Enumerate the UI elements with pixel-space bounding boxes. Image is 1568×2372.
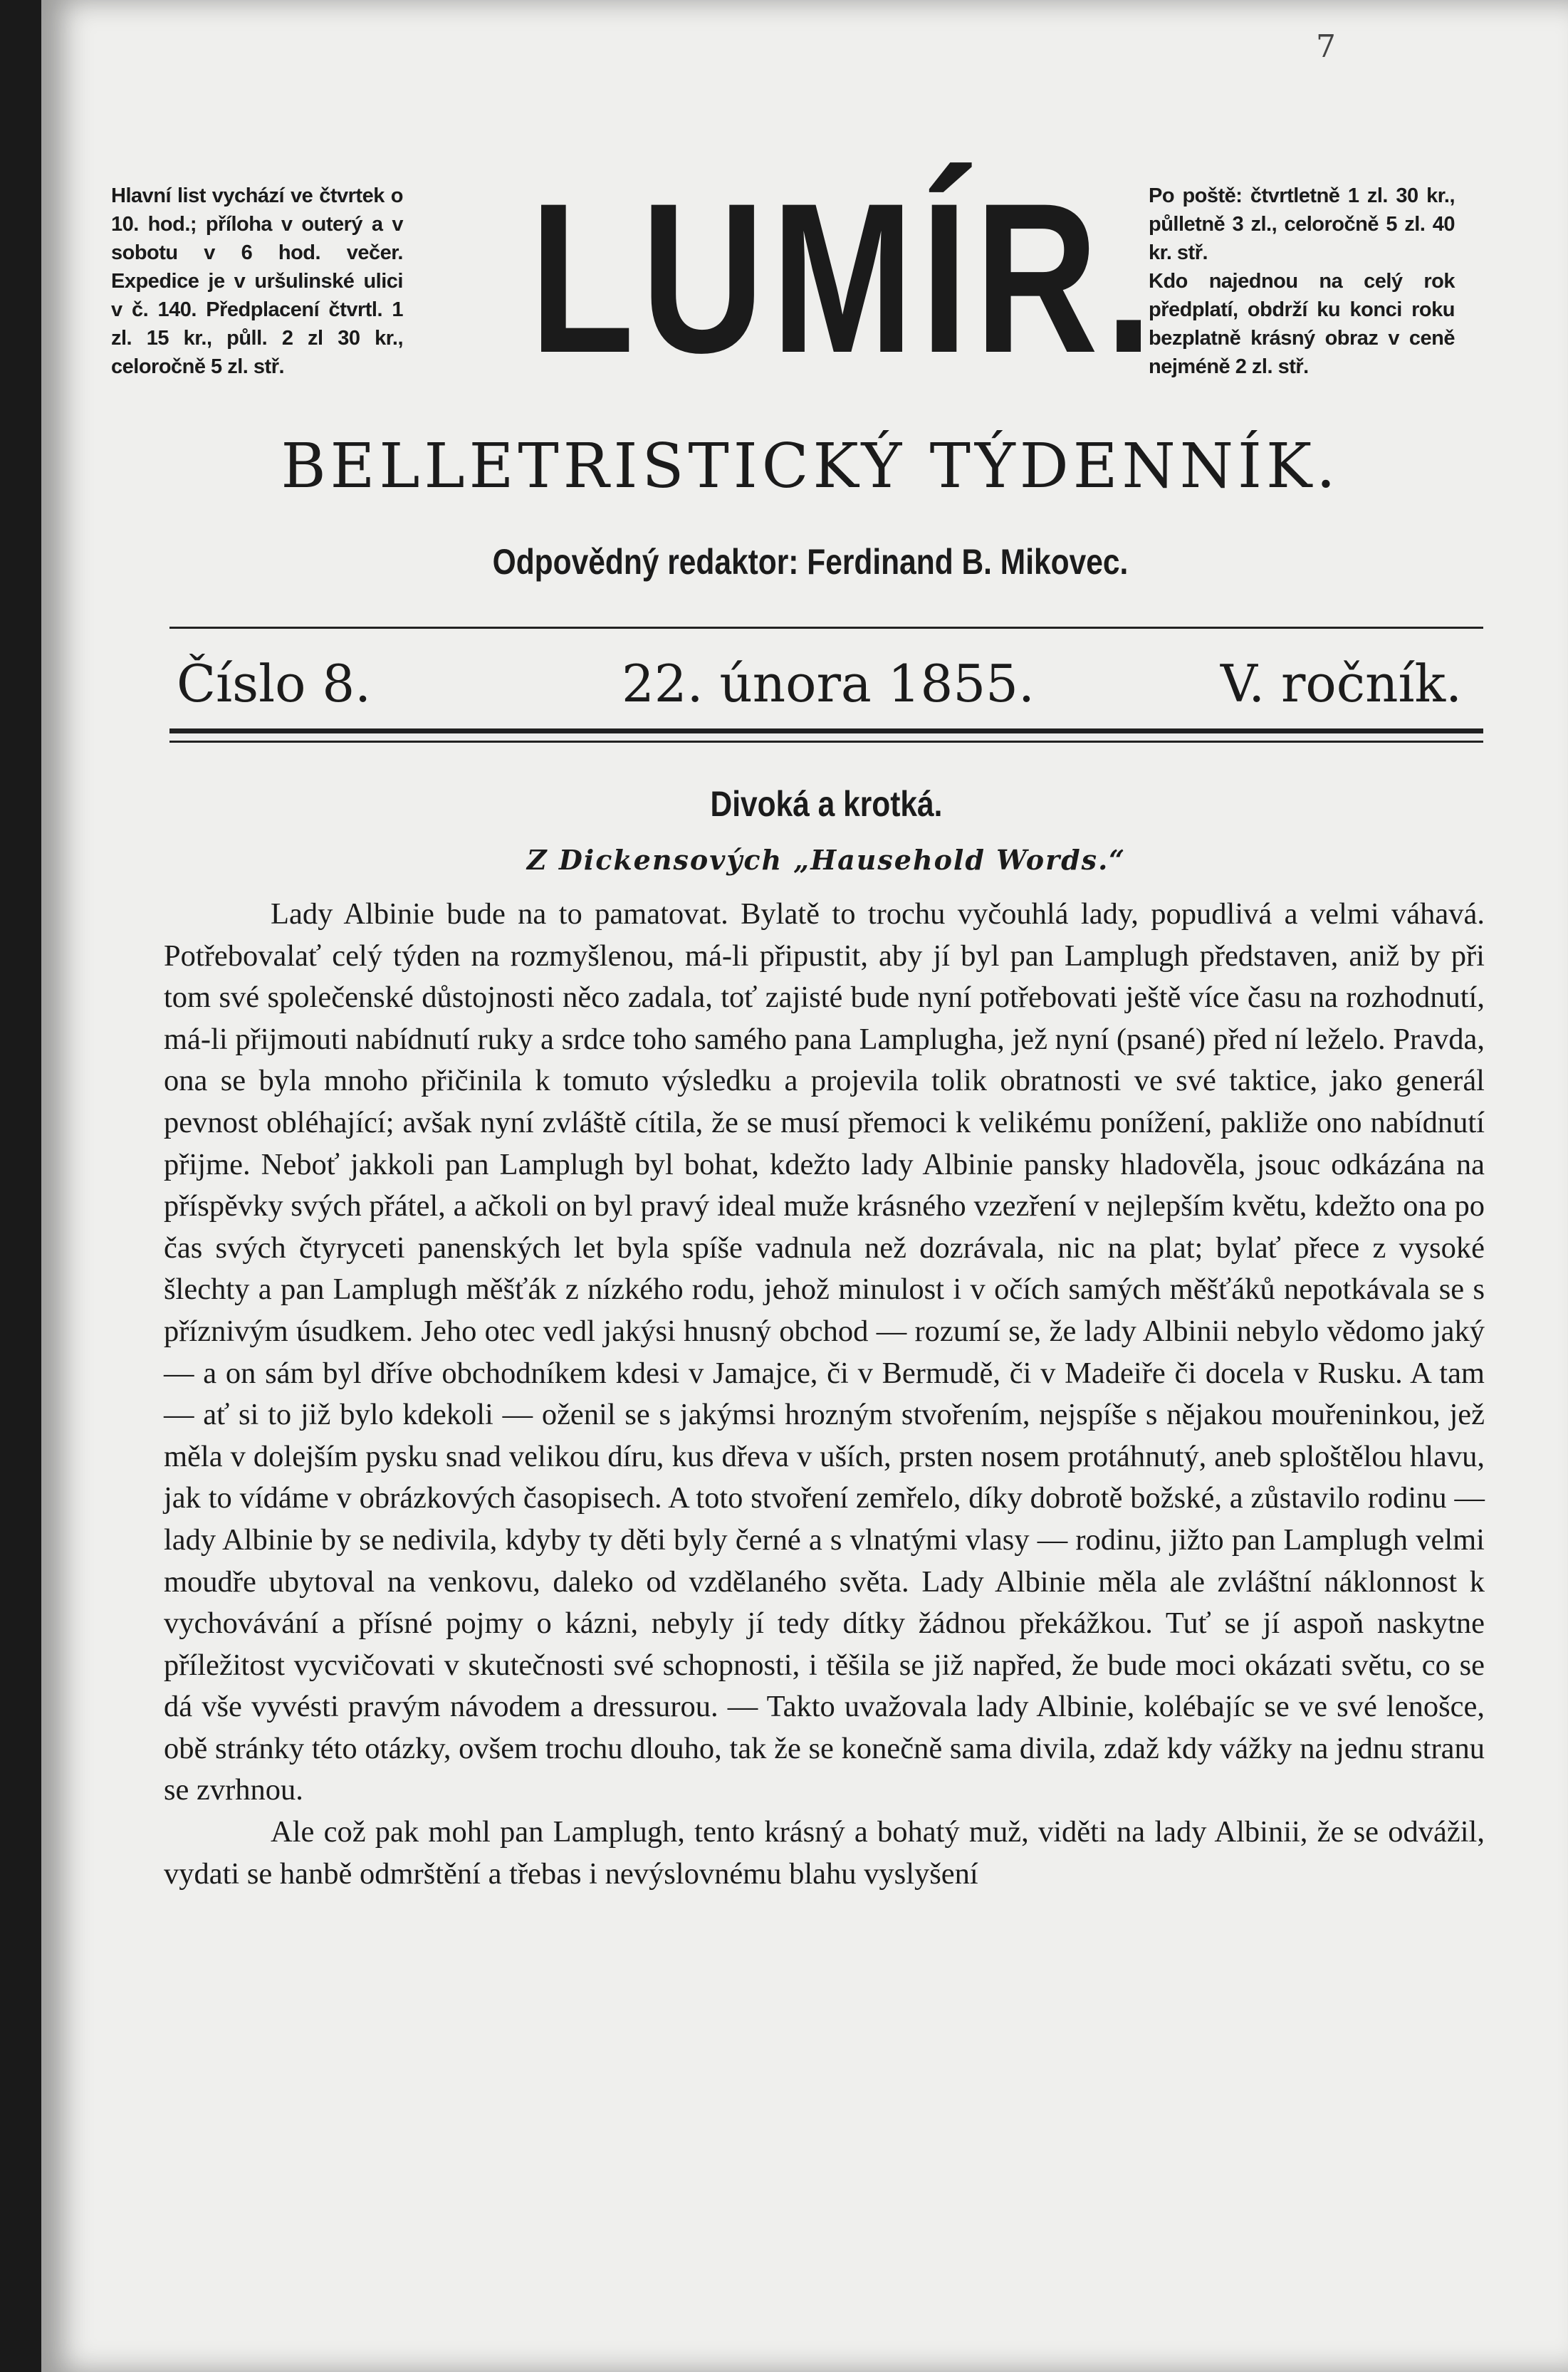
masthead-subscription-info-left: Hlavní list vychází ve čtvrtek o 10. hod.; příloha v outerý a v sobotu v 6 hod. večer. Expedice je v uršulinské ulici v č. 140. Předplacení čtvrtl. 1 zl. 15 kr., půll. 2 zl 30 kr., celoročně 5 zl. stř.: [111, 184, 403, 378]
margin-pencil-mark: 7: [1316, 28, 1336, 65]
issue-info-row: [169, 644, 1483, 723]
masthead-subscription-info-right: [1149, 182, 1455, 381]
header-divider: [169, 627, 1483, 629]
postal-prices: Po poště: čtvrtletně 1 zl. 30 kr., půlletně 3 zl., celoročně 5 zl. 40 kr. stř.: [1149, 184, 1455, 264]
article-paragraph-2: Ale což pak mohl pan Lamplugh, tento krásný a bohatý muž, viděti na lady Albinii, že se odvážil, vydati se hanbě odmrštění a třebas i nevýslovnému blahu vyslyšení: [164, 1815, 1485, 1891]
issue-volume: V. ročník.: [1220, 654, 1462, 714]
issue-date: 22. února 1855.: [622, 654, 1035, 714]
issue-divider-thick: [169, 728, 1483, 733]
article-body: [164, 894, 1485, 1895]
issue-number: Číslo 8.: [177, 654, 372, 714]
article-title: Divoká a krotká.: [710, 784, 943, 824]
newspaper-subtitle: BELLETRISTICKÝ TÝDENNÍK.: [281, 431, 1340, 502]
article-source: Z Dickensových „Hausehold Words.“: [526, 844, 1127, 876]
issue-divider-thin: [169, 741, 1483, 743]
newspaper-title: LUMÍR.: [530, 158, 1160, 397]
editor-line: Odpovědný redaktor: Ferdinand B. Mikovec.: [492, 542, 1129, 582]
article-paragraph-1: Lady Albinie bude na to pamatovat. Bylatě to trochu vyčouhlá lady, popudlivá a velmi váhavá. Potřebovalať celý týden na rozmyšlenou, má-li připustit, aby jí byl pan Lamplugh představen, aniž by při tom své společenské důstojnosti něco zadala, toť zajisté bude nyní potřebovati ještě více času na rozhodnutí, má-li přijmouti nabídnutí ruky a srdce toho samého pana Lamplugha, jež nyní (psané) před ní leželo. Pravda, ona se byla mnoho přičinila k tomuto výsledku a projevila tolik obratnosti ve své taktice, jako generál pevnost obléhající; avšak nyní zvláště cítila, že se musí přemoci k velikému ponížení, pakliže ono nabídnutí přijme. Neboť jakkoli pan Lamplugh byl bohat, kdežto lady Albinie pansky hladověla, jsouc odkázána na příspěvky svých přátel, a ačkoli on byl pravý ideal muže krásného vzezření v nejlepším květu, kdežto ona po čas svých čtyryceti panenských let byla spíše vadnula než dozrávala, nic na plat; bylať přece z vysoké šlechty a pan Lamplugh měšťák z nízkého rodu, jehož minulost i v očích samých měšťáků nepotkávala se s příznivým úsudkem. Jeho otec vedl jakýsi hnusný obchod — rozumí se, že lady Albinii nebylo vědomo jaký — a on sám byl dříve obchodníkem kdesi v Jamajce, či v Bermudě, či v Madeiře či docela v Rusku. A tam — ať si to již bylo kdekoli — oženil se s jakýmsi hrozným stvořením, nejspíše s nějakou mouřeninkou, jež měla v dolejším pysku snad velikou díru, kus dřeva v uších, prsten nosem protáhnutý, aneb sploštělou hlavu, jak to vídáme v obrázkových časopisech. A toto stvoření zemřelo, díky dobrotě božské, a zůstavilo rodinu — lady Albinie by se nedivila, kdyby ty děti byly černé a s vlnatými vlasy — rodinu, jižto pan Lamplugh velmi moudře ubytoval na venkovu, daleko od vzdělaného světa. Lady Albinie měla ale zvláštní náklonnost k vychovávání a přísné pojmy o kázni, nebyly jí tedy dítky žádnou překážkou. Tuť se jí aspoň naskytne příležitost vycvičovati v skutečnosti své schopnosti, i těšila se již napřed, že bude moci okázati světu, co se dá vše vyvésti pravým návodem a dressurou. — Takto uvažovala lady Albinie, kolébajíc se ve své lenošce, obě stránky této otázky, ovšem trochu dlouho, tak že se konečně sama divila, zdaž kdy vážky na jednu stranu se zvrhnou.: [164, 897, 1485, 1807]
newspaper-page: [41, 0, 1568, 2372]
subscription-bonus: Kdo najednou na celý rok předplatí, obdrží ku konci roku bezplatně krásný obraz v ceně nejméně 2 zl. stř.: [1149, 270, 1455, 378]
